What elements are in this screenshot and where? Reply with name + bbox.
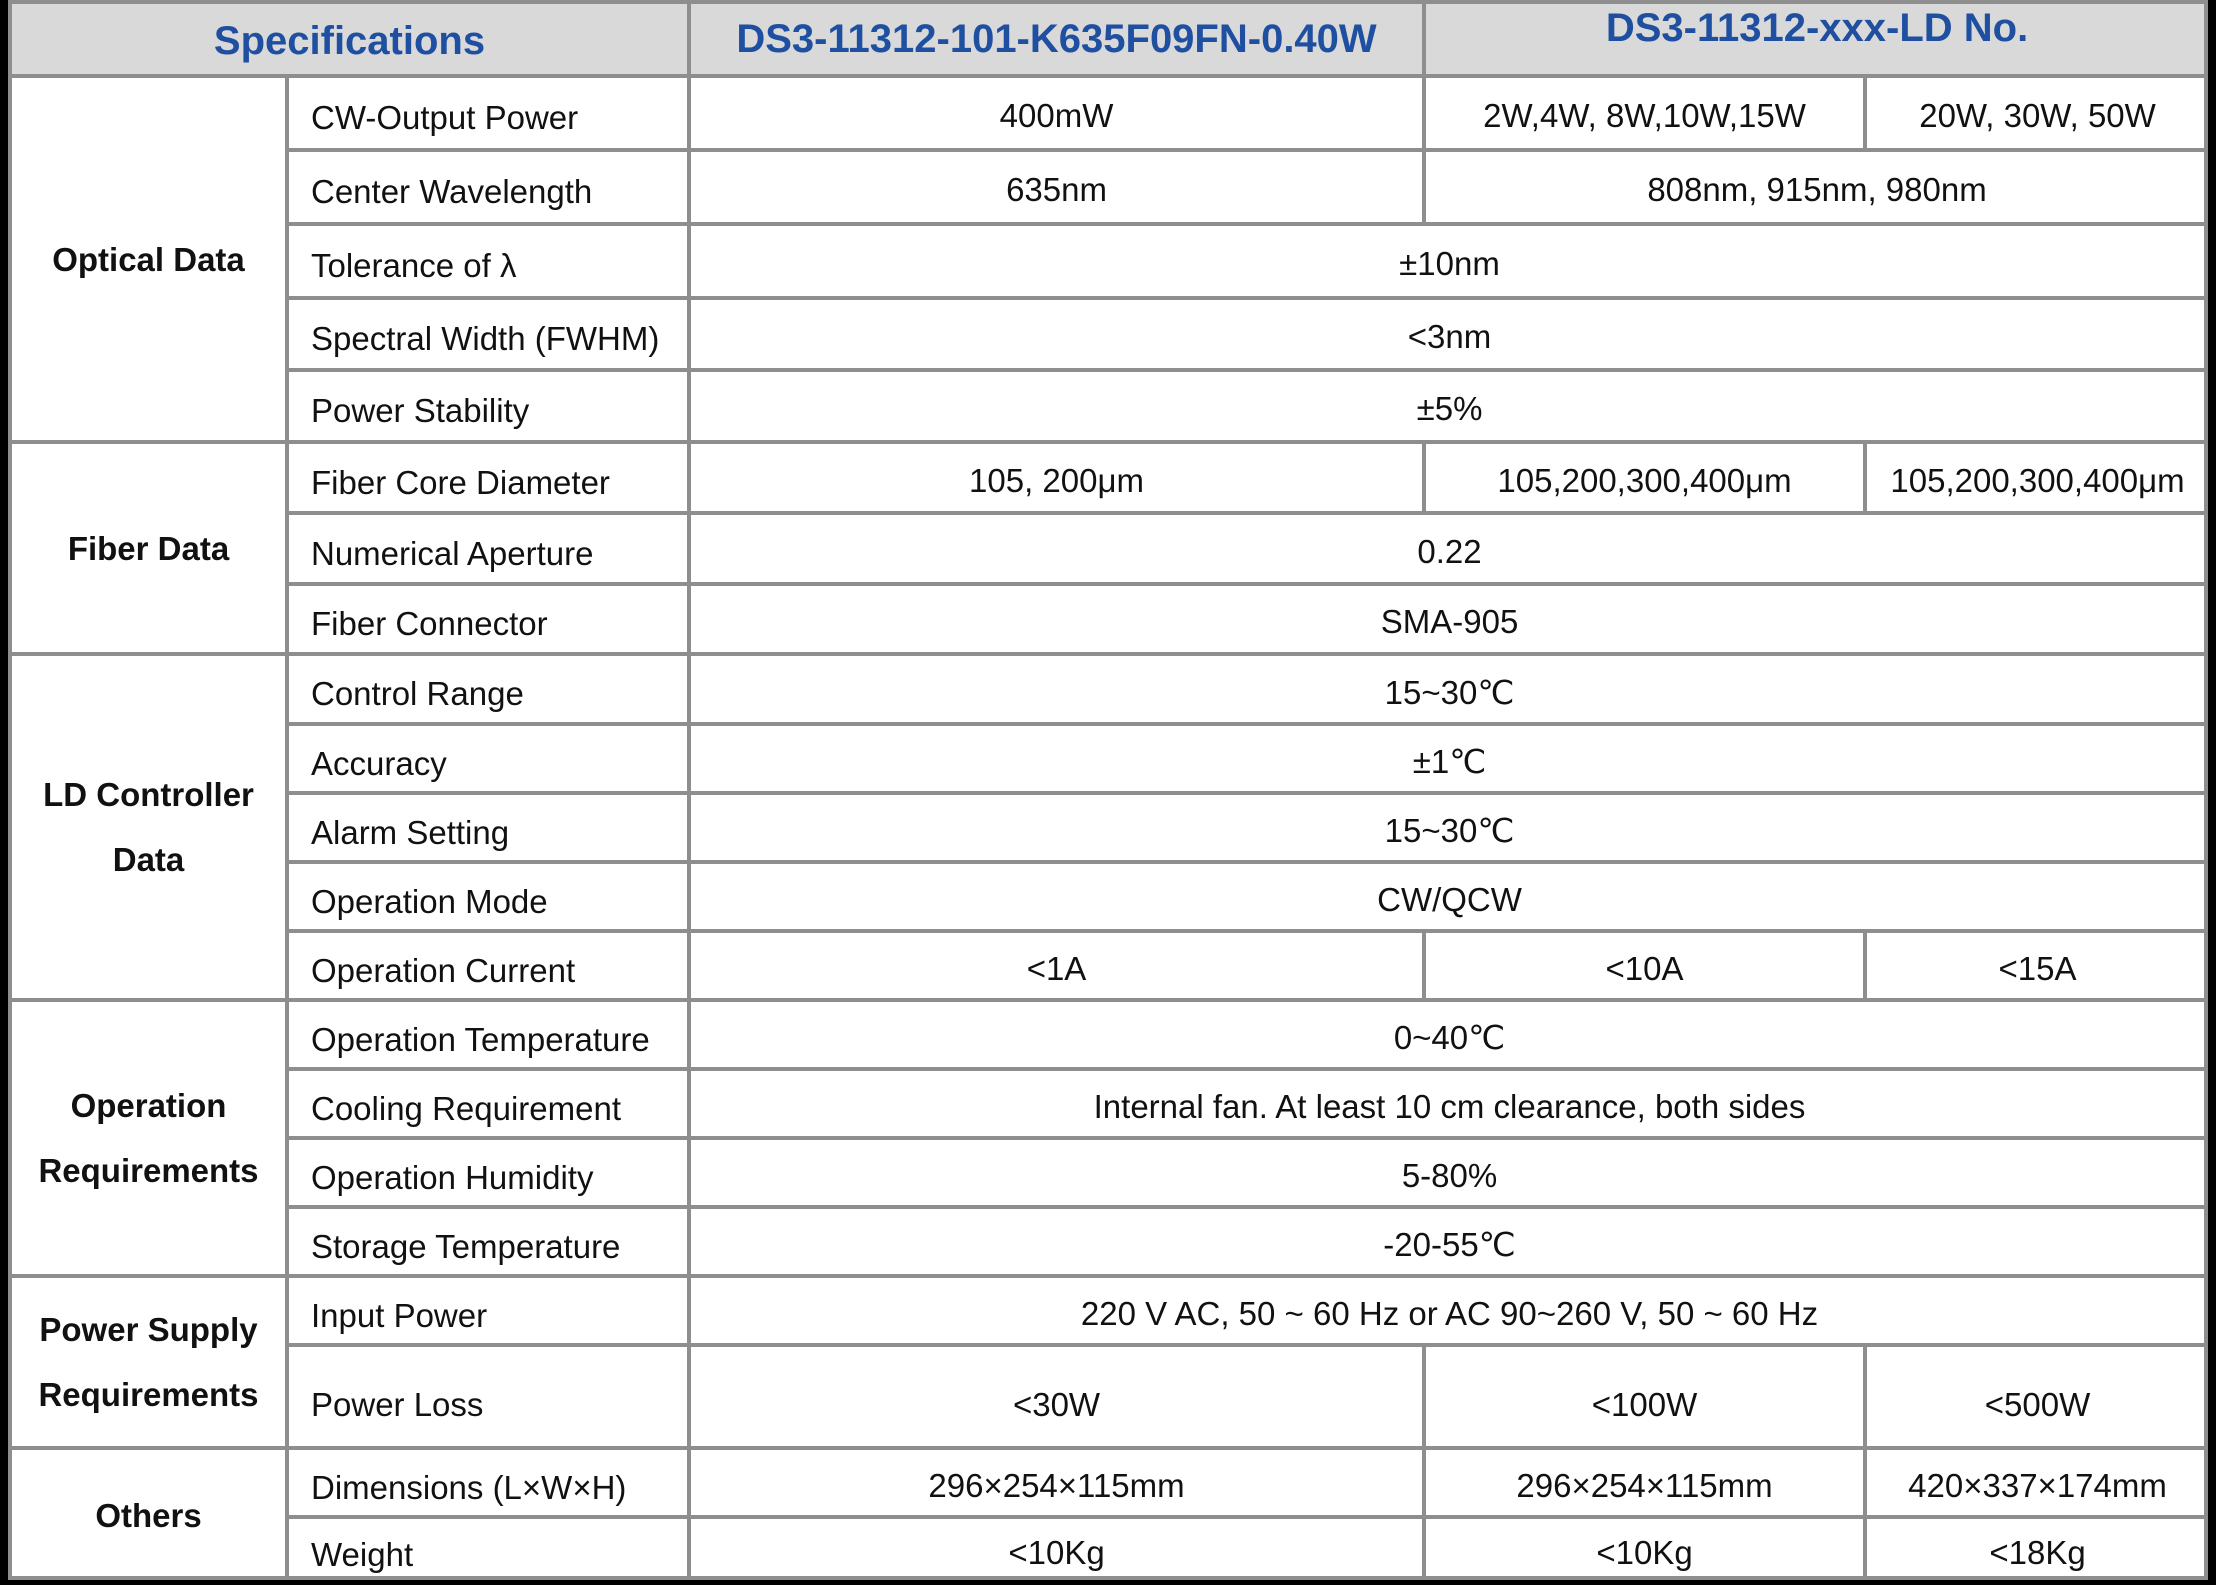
- param-operation-current: Operation Current: [287, 931, 689, 1000]
- value-cell: <500W: [1865, 1345, 2208, 1448]
- table-row: [10, 862, 2208, 931]
- header-specifications: Specifications: [10, 2, 689, 76]
- param-fiber-connector: Fiber Connector: [287, 584, 689, 654]
- spec-sheet: [8, 0, 2208, 1580]
- value-cell: <30W: [689, 1345, 1424, 1448]
- header-model-2: DS3-11312-xxx-LD No.: [1424, 2, 2208, 76]
- value-cell: -20-55℃: [689, 1207, 2208, 1276]
- value-cell: CW/QCW: [689, 862, 2208, 931]
- table-row: [10, 442, 2208, 513]
- table-row: [10, 224, 2208, 298]
- table-row: [10, 1138, 2208, 1207]
- value-cell: 400mW: [689, 76, 1424, 150]
- value-cell: <10Kg: [689, 1517, 1424, 1580]
- table-row: [10, 1276, 2208, 1345]
- param-power-stability: Power Stability: [287, 370, 689, 442]
- value-cell: ±10nm: [689, 224, 2208, 298]
- table-row: [10, 298, 2208, 370]
- value-cell: <10Kg: [1424, 1517, 1865, 1580]
- param-operation-mode: Operation Mode: [287, 862, 689, 931]
- value-cell: ±5%: [689, 370, 2208, 442]
- value-cell: Internal fan. At least 10 cm clearance, both sides: [689, 1069, 2208, 1138]
- value-cell: 220 V AC, 50 ~ 60 Hz or AC 90~260 V, 50 ~ 60 Hz: [689, 1276, 2208, 1345]
- group-fiber-data: Fiber Data: [10, 442, 287, 654]
- value-cell: <3nm: [689, 298, 2208, 370]
- group-others: Others: [10, 1448, 287, 1580]
- value-cell: 296×254×115mm: [689, 1448, 1424, 1517]
- param-accuracy: Accuracy: [287, 724, 689, 793]
- group-label-line: Power Supply: [39, 1311, 258, 1348]
- param-control-range: Control Range: [287, 654, 689, 724]
- value-cell: 420×337×174mm: [1865, 1448, 2208, 1517]
- group-label-line: Requirements: [38, 1376, 259, 1413]
- table-row: [10, 654, 2208, 724]
- param-numerical-aperture: Numerical Aperture: [287, 513, 689, 584]
- value-cell: ±1℃: [689, 724, 2208, 793]
- group-label-line: Data: [112, 841, 185, 878]
- group-power-supply-requirements: [10, 1276, 287, 1448]
- table-row: [10, 150, 2208, 224]
- value-cell: 808nm, 915nm, 980nm: [1424, 150, 2208, 224]
- param-power-loss: Power Loss: [287, 1345, 689, 1448]
- specifications-table: [8, 0, 2208, 1580]
- value-cell: 105, 200μm: [689, 442, 1424, 513]
- param-fiber-core-diameter: Fiber Core Diameter: [287, 442, 689, 513]
- value-cell: <1A: [689, 931, 1424, 1000]
- param-cw-output-power: CW-Output Power: [287, 76, 689, 150]
- param-operation-humidity: Operation Humidity: [287, 1138, 689, 1207]
- value-cell: 5-80%: [689, 1138, 2208, 1207]
- table-row: [10, 793, 2208, 862]
- param-storage-temperature: Storage Temperature: [287, 1207, 689, 1276]
- group-operation-requirements: [10, 1000, 287, 1276]
- value-cell: 635nm: [689, 150, 1424, 224]
- param-center-wavelength: Center Wavelength: [287, 150, 689, 224]
- value-cell: 15~30℃: [689, 793, 2208, 862]
- table-row: [10, 1448, 2208, 1517]
- value-cell: 2W,4W, 8W,10W,15W: [1424, 76, 1865, 150]
- param-input-power: Input Power: [287, 1276, 689, 1345]
- value-cell: <15A: [1865, 931, 2208, 1000]
- group-label-line: Operation: [70, 1087, 227, 1124]
- table-row: [10, 931, 2208, 1000]
- value-cell: 105,200,300,400μm: [1865, 442, 2208, 513]
- header-row: [10, 2, 2208, 76]
- value-cell: <10A: [1424, 931, 1865, 1000]
- table-row: [10, 513, 2208, 584]
- param-operation-temperature: Operation Temperature: [287, 1000, 689, 1069]
- table-row: [10, 584, 2208, 654]
- param-weight: Weight: [287, 1517, 689, 1580]
- group-label-line: LD Controller: [43, 776, 254, 813]
- param-alarm-setting: Alarm Setting: [287, 793, 689, 862]
- value-cell: <100W: [1424, 1345, 1865, 1448]
- param-tolerance-of-lambda: Tolerance of λ: [287, 224, 689, 298]
- value-cell: 0~40℃: [689, 1000, 2208, 1069]
- table-row: [10, 76, 2208, 150]
- group-optical-data: Optical Data: [10, 76, 287, 442]
- param-cooling-requirement: Cooling Requirement: [287, 1069, 689, 1138]
- value-cell: <18Kg: [1865, 1517, 2208, 1580]
- param-spectral-width: Spectral Width (FWHM): [287, 298, 689, 370]
- value-cell: 296×254×115mm: [1424, 1448, 1865, 1517]
- value-cell: 15~30℃: [689, 654, 2208, 724]
- table-row: [10, 370, 2208, 442]
- param-dimensions: Dimensions (L×W×H): [287, 1448, 689, 1517]
- table-row: [10, 1517, 2208, 1580]
- value-cell: 20W, 30W, 50W: [1865, 76, 2208, 150]
- table-row: [10, 1345, 2208, 1448]
- table-row: [10, 724, 2208, 793]
- value-cell: 105,200,300,400μm: [1424, 442, 1865, 513]
- header-model-1: DS3-11312-101-K635F09FN-0.40W: [689, 2, 1424, 76]
- table-row: [10, 1069, 2208, 1138]
- group-label-line: Requirements: [38, 1152, 259, 1189]
- value-cell: 0.22: [689, 513, 2208, 584]
- group-ld-controller-data: [10, 654, 287, 1000]
- table-row: [10, 1207, 2208, 1276]
- value-cell: SMA-905: [689, 584, 2208, 654]
- table-row: [10, 1000, 2208, 1069]
